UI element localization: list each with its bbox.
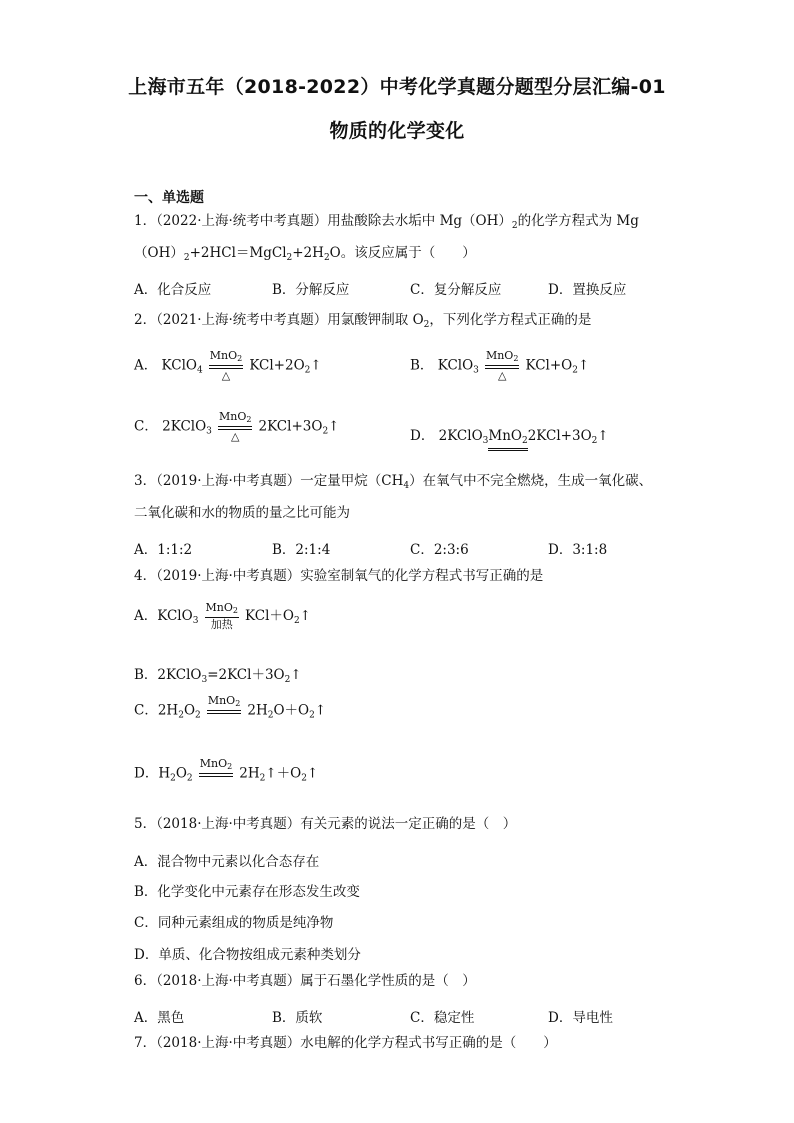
q2-option-d[interactable] — [410, 424, 609, 451]
q2-c-catalyst: MnO — [218, 410, 247, 423]
q4-d-right-b: ↑＋O — [265, 765, 302, 782]
q2-a-left: KClO — [161, 357, 197, 374]
q4-c-left-sub1: 2 — [178, 710, 184, 721]
q2-b-catalyst-sub: 2 — [513, 354, 519, 363]
q4-d-left-a: H — [158, 765, 171, 782]
q2-option-b[interactable] — [410, 350, 589, 382]
q2-d-catalyst-sub: 2 — [521, 436, 528, 446]
question-1-stem-line1 — [134, 215, 639, 231]
q4-d-catalyst: MnO — [199, 757, 228, 770]
q4-a-catalyst: MnO — [205, 601, 233, 614]
q1-option-c[interactable]: C．复分解反应 — [410, 282, 502, 298]
q4-option-c[interactable] — [134, 695, 326, 727]
q2-d-gas-arrow: ↑ — [597, 428, 609, 444]
q4-d-left-sub1: 2 — [170, 773, 176, 784]
q2-b-gas-arrow: ↑ — [577, 357, 590, 374]
q4-b-right: =2KCl＋3O — [207, 667, 285, 683]
q1-option-b[interactable]: B．分解反应 — [272, 282, 350, 298]
question-4-stem: 4．（2019·上海·中考真题）实验室制氧气的化学方程式书写正确的是 — [134, 568, 544, 584]
q2-b-catalyst: MnO — [485, 349, 514, 362]
q2-b-condition — [485, 350, 519, 382]
q6-option-b[interactable]: B．质软 — [272, 1010, 323, 1026]
q4-c-catalyst: MnO — [207, 694, 236, 707]
q2-b-right-sub: 2 — [572, 365, 578, 376]
q4-a-gas-arrow: ↑ — [299, 608, 311, 624]
q1-text-e: +2H — [292, 245, 324, 261]
q4-c-condition — [207, 695, 241, 727]
q1-sub-c: 2 — [286, 253, 293, 263]
q3-option-b[interactable]: B．2:1:4 — [272, 542, 331, 558]
q2-a-right: KCl+2O — [249, 357, 305, 374]
q4-c-left-sub2: 2 — [195, 710, 201, 721]
q2-a-catalyst-sub: 2 — [237, 354, 243, 363]
question-6-stem: 6．（2018·上海·中考真题）属于石墨化学性质的是（ ） — [134, 973, 476, 989]
q4-d-right-a: 2H — [239, 765, 260, 782]
q4-d-catalyst-sub: 2 — [227, 762, 233, 771]
q2-a-heat-symbol: △ — [221, 369, 231, 382]
q2-d-catalyst-text: MnO — [488, 428, 522, 444]
q4-option-a[interactable] — [134, 602, 311, 631]
q3-option-d[interactable]: D．3:1:8 — [548, 542, 608, 558]
q2-a-label: A． — [134, 357, 158, 374]
q4-c-right-sub1: 2 — [267, 710, 274, 721]
q2-text-o: O — [412, 312, 424, 328]
q1-text-b: 的化学方程式为 Mg — [517, 213, 639, 229]
q2-c-label: C． — [134, 418, 158, 435]
q2-b-left: KClO — [437, 357, 474, 374]
q2-c-condition — [218, 411, 252, 443]
q5-option-b[interactable]: B．化学变化中元素存在形态发生改变 — [134, 884, 360, 900]
q4-a-left: KClO — [157, 608, 193, 624]
q2-b-left-sub: 3 — [473, 365, 479, 376]
q4-a-catalyst-sub: 2 — [232, 606, 238, 615]
q2-text-b: ，下列化学方程式正确的是 — [429, 312, 592, 328]
q1-sub-b: 2 — [183, 253, 190, 263]
q2-c-catalyst-sub: 2 — [246, 415, 252, 424]
question-3-stem-line1 — [134, 475, 652, 491]
q4-d-gas-arrow: ↑ — [306, 765, 319, 782]
q2-a-gas-arrow: ↑ — [310, 357, 322, 374]
question-7-stem: 7．（2018·上海·中考真题）水电解的化学方程式书写正确的是（ ） — [134, 1035, 557, 1051]
q4-c-right-a: 2H — [247, 702, 268, 719]
q3-option-c[interactable]: C．2:3:6 — [410, 542, 469, 558]
q4-b-left: 2KClO — [157, 667, 202, 683]
q1-option-d[interactable]: D．置换反应 — [548, 282, 627, 298]
q4-b-gas-arrow: ↑ — [290, 667, 302, 683]
q2-d-right: 2KCl+3O — [527, 428, 592, 444]
q2-c-gas-arrow: ↑ — [328, 418, 340, 435]
q2-d-label: D． — [410, 428, 435, 444]
q1-option-a[interactable]: A．化合反应 — [134, 282, 212, 298]
q4-d-right-sub1: 2 — [259, 773, 266, 784]
question-1-stem-line2 — [134, 247, 476, 263]
q2-c-right-sub: 2 — [322, 426, 329, 437]
q4-a-label: A． — [134, 608, 158, 624]
doc-title-line1: 上海市五年（2018-2022）中考化学真题分题型分层汇编-01 — [128, 76, 666, 98]
q2-d-catalyst — [488, 429, 527, 451]
q6-option-d[interactable]: D．导电性 — [548, 1010, 613, 1026]
q2-b-heat-symbol: △ — [497, 369, 507, 382]
q4-d-condition — [199, 758, 233, 790]
q2-option-c[interactable] — [134, 411, 339, 443]
q4-a-left-sub: 3 — [192, 616, 199, 626]
q2-d-left: 2KClO — [438, 428, 483, 444]
question-2-stem — [134, 314, 591, 330]
q4-option-b[interactable] — [134, 663, 302, 685]
q1-text-d: +2HCl＝MgCl — [189, 245, 287, 261]
q4-option-d[interactable] — [134, 758, 318, 790]
q4-d-label: D． — [134, 765, 159, 782]
q3-text-a: 3．（2019·上海·中考真题）一定量甲烷（CH — [134, 473, 404, 489]
doc-title-line2: 物质的化学变化 — [329, 120, 465, 142]
q2-a-condition — [209, 350, 243, 382]
q2-a-left-sub: 4 — [196, 365, 203, 376]
q4-a-heat-label: 加热 — [210, 618, 233, 631]
q4-b-sub1: 3 — [201, 675, 208, 685]
q2-option-a[interactable] — [134, 350, 322, 382]
q4-c-right-b: O＋O — [273, 702, 310, 719]
q4-c-left-b: O — [183, 702, 196, 719]
q5-option-c[interactable]: C．同种元素组成的物质是纯净物 — [134, 915, 334, 931]
q3-option-a[interactable]: A．1:1:2 — [134, 542, 193, 558]
q1-text-a: 1．（2022·上海·统考中考真题）用盐酸除去水垢中 Mg（OH） — [134, 213, 512, 229]
q2-d-left-sub: 3 — [482, 436, 489, 446]
q2-text-a: 2．（2021·上海·统考中考真题）用氯酸钾制取 — [134, 312, 409, 328]
q5-option-a[interactable]: A．混合物中元素以化合态存在 — [134, 854, 320, 870]
q1-text-f: O。该反应属于（ ） — [329, 245, 476, 261]
q4-c-gas-arrow: ↑ — [314, 702, 327, 719]
q4-a-right: KCl＋O — [245, 608, 294, 624]
q2-a-catalyst: MnO — [209, 349, 238, 362]
q2-c-left: 2KClO — [162, 418, 207, 435]
q4-c-label: C． — [134, 702, 158, 719]
question-5-stem: 5．（2018·上海·中考真题）有关元素的说法一定正确的是（ ） — [134, 816, 517, 832]
q1-text-c: （OH） — [134, 245, 184, 261]
q6-option-c[interactable]: C．稳定性 — [410, 1010, 475, 1026]
q2-b-label: B． — [410, 357, 434, 374]
q2-c-right: 2KCl+3O — [258, 418, 323, 435]
q4-b-sub2: 2 — [284, 675, 291, 685]
q5-option-d[interactable]: D．单质、化合物按组成元素种类划分 — [134, 947, 361, 963]
q2-c-heat-symbol: △ — [230, 430, 240, 443]
q4-c-left-a: 2H — [157, 702, 179, 719]
q2-c-left-sub: 3 — [206, 426, 212, 437]
q1-sub-d: 2 — [323, 253, 330, 263]
q4-d-left-b: O — [175, 765, 187, 782]
q1-sub-a: 2 — [511, 221, 518, 231]
q6-option-a[interactable]: A．黑色 — [134, 1010, 185, 1026]
q4-a-condition — [205, 602, 239, 631]
q4-a-right-sub: 2 — [293, 616, 300, 626]
q4-d-left-sub2: 2 — [186, 773, 193, 784]
question-3-stem-line2: 二氧化碳和水的物质的量之比可能为 — [134, 505, 350, 521]
q4-b-label: B． — [134, 667, 158, 683]
q3-sub: 4 — [403, 481, 410, 491]
q2-sub: 2 — [423, 320, 430, 330]
q4-d-right-sub2: 2 — [301, 773, 307, 784]
q4-c-right-sub2: 2 — [309, 710, 315, 721]
section-heading-single-choice: 一、单选题 — [134, 190, 204, 206]
q4-c-catalyst-sub: 2 — [235, 699, 241, 708]
q2-d-right-sub: 2 — [591, 436, 598, 446]
q3-text-b: ）在氧气中不完全燃烧，生成一氧化碳、 — [409, 473, 653, 489]
q2-a-right-sub: 2 — [304, 365, 311, 376]
q2-b-right: KCl+O — [525, 357, 573, 374]
